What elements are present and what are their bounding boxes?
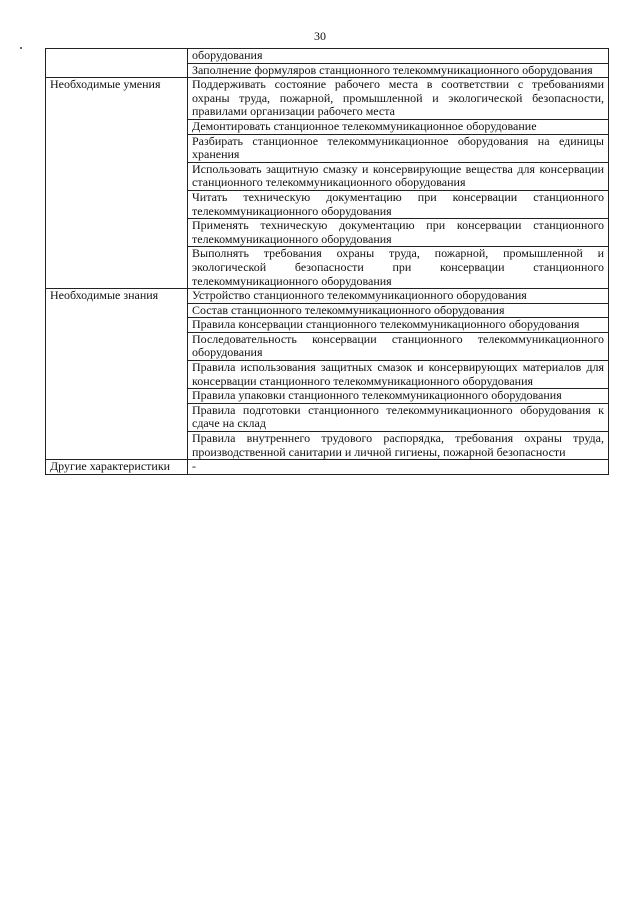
requirements-table [45, 48, 609, 475]
row-label-skills: Необходимые умения [46, 78, 188, 289]
list-item: Демонтировать станционное телекоммуникационное оборудование [188, 119, 609, 134]
list-item: Правила консервации станционного телекоммуникационного оборудования [188, 318, 609, 333]
list-item: Выполнять требования охраны труда, пожарной, промышленной и экологической безопасности при консервации станционного телекоммуникационного оборудования [188, 247, 609, 289]
table-row [46, 460, 609, 475]
list-item: Применять техническую документацию при консервации станционного телекоммуникационного оборудования [188, 219, 609, 247]
list-item: Правила внутреннего трудового распорядка, требования охраны труда, производственной санитарии и личной гигиены, пожарной безопасности [188, 432, 609, 460]
list-item: Последовательность консервации станционного телекоммуникационного оборудования [188, 332, 609, 360]
table-row [46, 289, 609, 304]
list-item: Устройство станционного телекоммуникационного оборудования [188, 289, 609, 304]
scan-artifact-dot [20, 47, 22, 49]
list-item: - [188, 460, 609, 475]
list-item: Использовать защитную смазку и консервирующие вещества для консервации станционного телекоммуникационного оборудования [188, 162, 609, 190]
list-item: Правила использования защитных смазок и консервирующих материалов для консервации станционного телекоммуникационного оборудования [188, 361, 609, 389]
row-label-other: Другие характеристики [46, 460, 188, 475]
list-item: Правила упаковки станционного телекоммуникационного оборудования [188, 389, 609, 404]
page-number: 30 [314, 29, 326, 43]
list-item: Заполнение формуляров станционного телекоммуникационного оборудования [188, 63, 609, 78]
table-row [46, 49, 609, 64]
table-row [46, 78, 609, 120]
list-item: Разбирать станционное телекоммуникационное оборудования на единицы хранения [188, 134, 609, 162]
list-item: Состав станционного телекоммуникационного оборудования [188, 303, 609, 318]
list-item: оборудования [188, 49, 609, 64]
row-label-continuation [46, 49, 188, 78]
row-label-knowledge: Необходимые знания [46, 289, 188, 460]
list-item: Поддерживать состояние рабочего места в соответствии с требованиями охраны труда, пожарной, промышленной и экологической безопасности, правилами организации рабочего места [188, 78, 609, 120]
list-item: Читать техническую документацию при консервации станционного телекоммуникационного оборудования [188, 190, 609, 218]
list-item: Правила подготовки станционного телекоммуникационного оборудования к сдаче на склад [188, 403, 609, 431]
